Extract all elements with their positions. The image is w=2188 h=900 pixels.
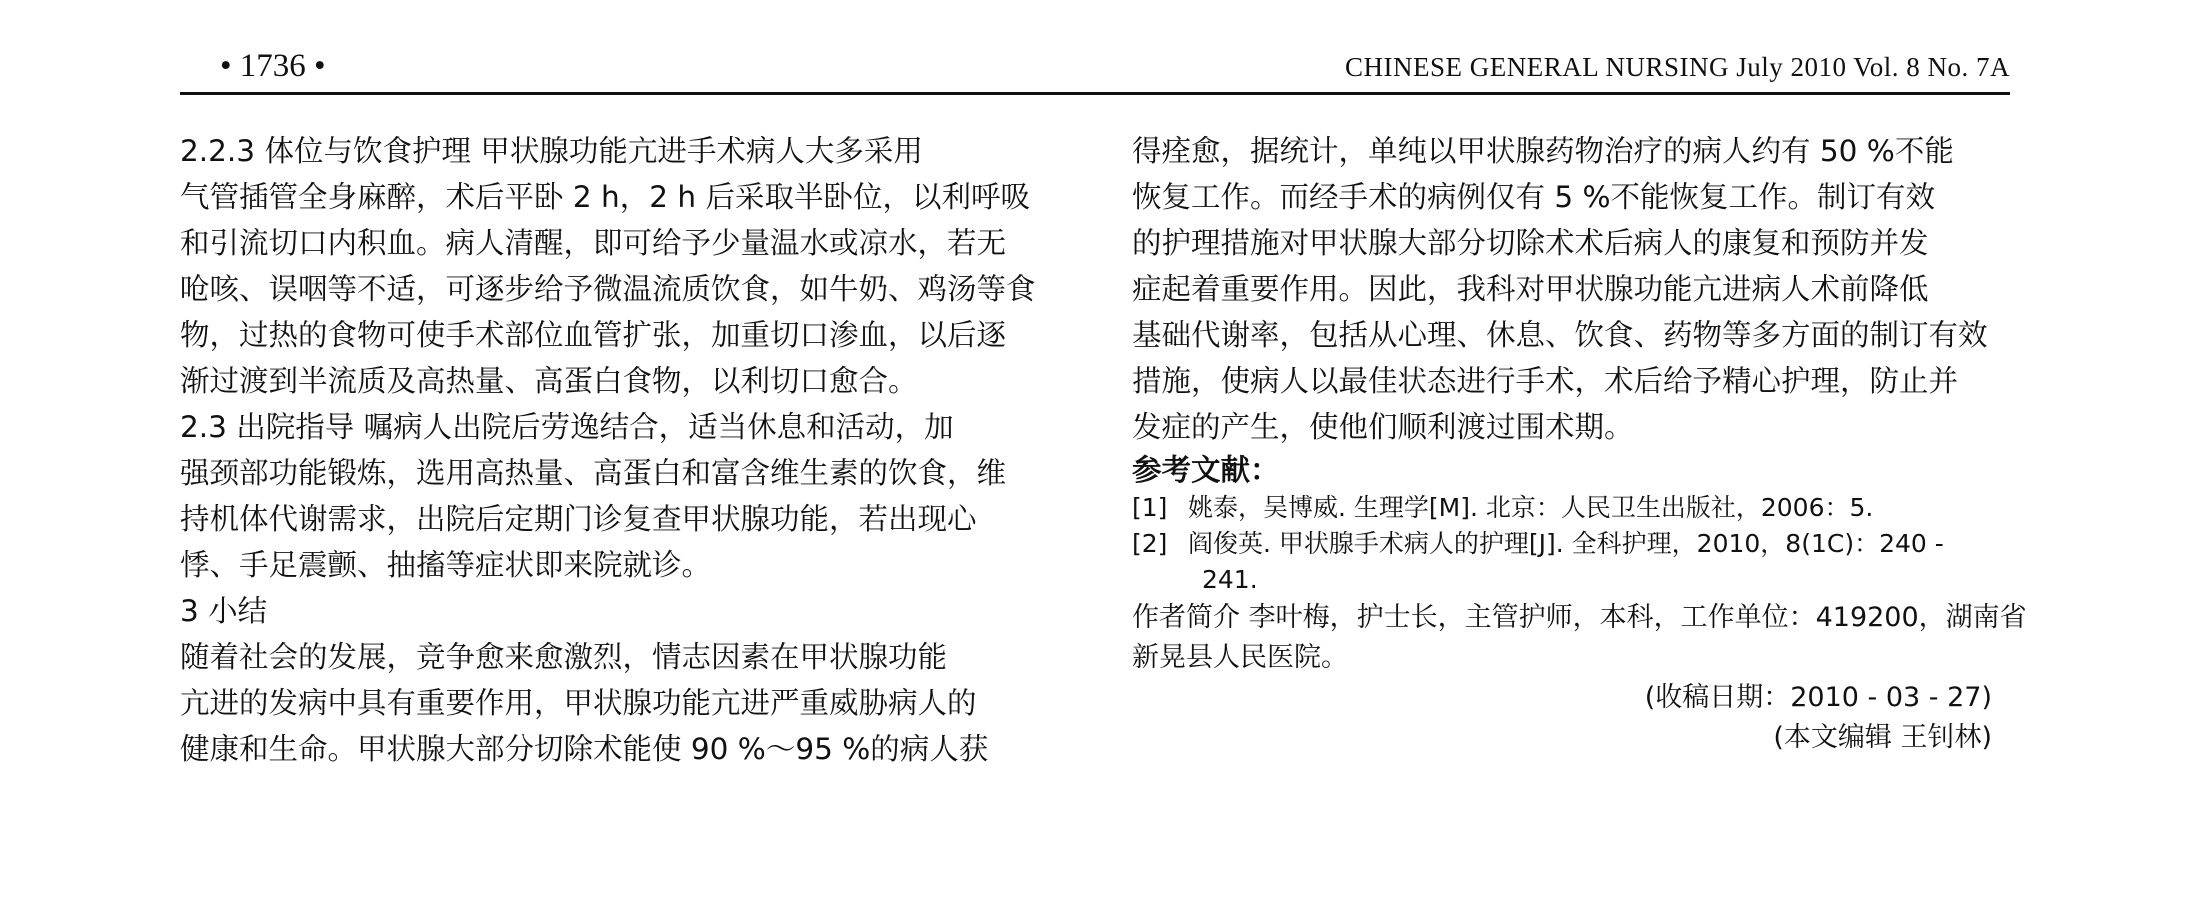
- text-line: 亢进的发病中具有重要作用，甲状腺功能亢进严重威胁病人的: [180, 686, 977, 720]
- page-number: • 1736 •: [220, 48, 326, 84]
- reference-continuation: 241.: [1202, 565, 1258, 594]
- text-line: 呛咳、误咽等不适，可逐步给予微温流质饮食，如牛奶、鸡汤等食: [180, 272, 1036, 306]
- page-header: [180, 42, 2010, 95]
- reference-text: 姚泰，吴博威. 生理学[M]. 北京：人民卫生出版社，2006：5.: [1188, 493, 1874, 522]
- text-line: 得痊愈，据统计，单纯以甲状腺药物治疗的病人约有 50 %不能: [1132, 134, 1954, 168]
- section-heading-discharge: 2.3 出院指导 嘱病人出院后劳逸结合，适当休息和活动，加: [180, 410, 954, 444]
- text-line: 健康和生命。甲状腺大部分切除术能使 90 %～95 %的病人获: [180, 732, 989, 766]
- text-line: 发症的产生，使他们顺利渡过围术期。: [1132, 410, 1634, 444]
- text-line: 2.2.3 体位与饮食护理 甲状腺功能亢进手术病人大多采用: [180, 134, 923, 168]
- text-line: 气管插管全身麻醉，术后平卧 2 h，2 h 后采取半卧位，以利呼吸: [180, 180, 1030, 214]
- right-column: [1132, 128, 2027, 758]
- text-line: 症起着重要作用。因此，我科对甲状腺功能亢进病人术前降低: [1132, 272, 1929, 306]
- references-heading: 参考文献：: [1132, 453, 1280, 487]
- text-line: 强颈部功能锻炼，选用高热量、高蛋白和富含维生素的饮食，维: [180, 456, 1007, 490]
- text-line: 悸、手足震颤、抽搐等症状即来院就诊。: [180, 548, 712, 582]
- author-bio-line: 作者简介 李叶梅，护士长，主管护师，本科，工作单位：419200，湖南省: [1132, 602, 2027, 633]
- reference-text: 阎俊英. 甲状腺手术病人的护理[J]. 全科护理，2010，8(1C)：240 -: [1188, 529, 1944, 558]
- text-line: 措施，使病人以最佳状态进行手术，术后给予精心护理，防止并: [1132, 364, 1959, 398]
- text-line: 渐过渡到半流质及高热量、高蛋白食物，以利切口愈合。: [180, 364, 918, 398]
- editor-credit: (本文编辑 王钊林): [1773, 722, 1992, 753]
- reference-item: [1132, 490, 2012, 526]
- reference-item: [1132, 526, 2012, 562]
- text-line: 随着社会的发展，竞争愈来愈激烈，情志因素在甲状腺功能: [180, 640, 948, 674]
- text-line: 和引流切口内积血。病人清醒，即可给予少量温水或凉水，若无: [180, 226, 1007, 260]
- text-line: 的护理措施对甲状腺大部分切除术术后病人的康复和预防并发: [1132, 226, 1929, 260]
- author-bio-line: 新晃县人民医院。: [1132, 642, 1348, 673]
- reference-number: [2]: [1132, 529, 1168, 558]
- text-line: 物，过热的食物可使手术部位血管扩张，加重切口渗血，以后逐: [180, 318, 1007, 352]
- text-line: 恢复工作。而经手术的病例仅有 5 %不能恢复工作。制订有效: [1132, 180, 1936, 214]
- text-line: 持机体代谢需求，出院后定期门诊复查甲状腺功能，若出现心: [180, 502, 977, 536]
- section-heading-summary: 3 小结: [180, 594, 268, 628]
- received-date: (收稿日期：2010 - 03 - 27): [1644, 682, 1992, 713]
- text-line: 基础代谢率，包括从心理、休息、饮食、药物等多方面的制订有效: [1132, 318, 1988, 352]
- left-column: [180, 128, 1070, 772]
- journal-citation: CHINESE GENERAL NURSING July 2010 Vol. 8 No. 7A: [1344, 52, 2010, 82]
- reference-number: [1]: [1132, 493, 1168, 522]
